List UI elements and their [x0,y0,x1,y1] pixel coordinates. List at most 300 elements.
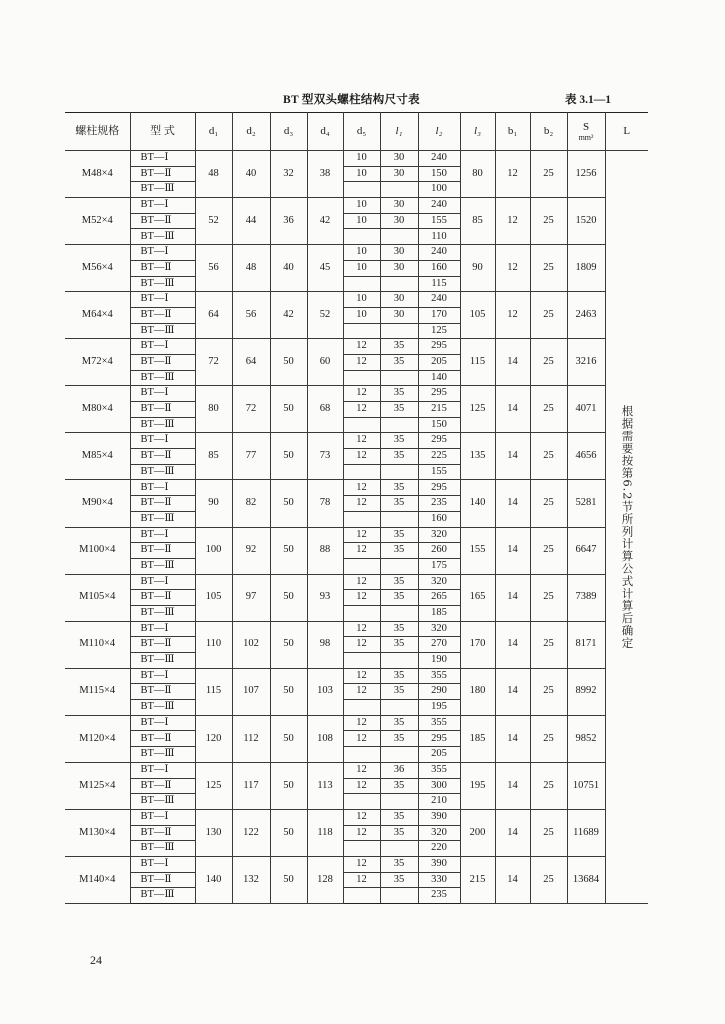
d4-cell: 103 [307,668,343,715]
l3-cell: 215 [460,856,495,903]
spec-cell: M110×4 [65,621,130,668]
d5-cell: 10 [343,151,380,167]
header-l3: l₃ [460,113,495,151]
table-body [65,151,648,904]
l1-cell [380,511,418,527]
d5-cell [343,605,380,621]
l1-cell: 35 [380,543,418,559]
l1-cell: 30 [380,151,418,167]
d5-cell [343,417,380,433]
l2-cell: 265 [418,590,460,606]
header-s-symbol: S [582,120,590,133]
d5-cell: 12 [343,402,380,418]
table-row [65,292,648,308]
d1-cell: 72 [195,339,232,386]
l2-cell: 295 [418,339,460,355]
header-d2: d₂ [232,113,270,151]
d5-cell [343,747,380,763]
d4-cell: 88 [307,527,343,574]
type-cell: BT—Ⅰ [130,198,195,214]
l2-cell: 155 [418,213,460,229]
header-spec: 螺柱规格 [65,113,130,151]
l1-cell [380,653,418,669]
l1-cell: 35 [380,825,418,841]
b1-cell: 14 [495,668,530,715]
d5-cell: 12 [343,637,380,653]
d3-cell: 50 [270,762,307,809]
d5-cell [343,558,380,574]
d4-cell: 73 [307,433,343,480]
type-cell: BT—Ⅱ [130,590,195,606]
header-b2: b₂ [530,113,567,151]
s-cell: 4656 [567,433,605,480]
l2-cell: 270 [418,637,460,653]
header-l1: l₁ [380,113,418,151]
l1-cell: 35 [380,809,418,825]
table-row [65,621,648,637]
spec-cell: M125×4 [65,762,130,809]
type-cell: BT—Ⅲ [130,323,195,339]
spec-cell: M80×4 [65,386,130,433]
l1-cell: 35 [380,480,418,496]
type-cell: BT—Ⅲ [130,605,195,621]
l1-cell: 35 [380,637,418,653]
b1-cell: 14 [495,574,530,621]
d3-cell: 50 [270,480,307,527]
l3-cell: 195 [460,762,495,809]
type-cell: BT—Ⅰ [130,292,195,308]
type-cell: BT—Ⅲ [130,370,195,386]
b2-cell: 25 [530,809,567,856]
d1-cell: 90 [195,480,232,527]
d5-cell: 12 [343,731,380,747]
s-cell: 6647 [567,527,605,574]
b2-cell: 25 [530,480,567,527]
spec-cell: M90×4 [65,480,130,527]
table-row [65,809,648,825]
type-cell: BT—Ⅲ [130,511,195,527]
table-row [65,574,648,590]
l1-cell [380,323,418,339]
d1-cell: 80 [195,386,232,433]
l2-cell: 215 [418,402,460,418]
table-row [65,668,648,684]
type-cell: BT—Ⅰ [130,339,195,355]
d1-cell: 64 [195,292,232,339]
type-cell: BT—Ⅲ [130,653,195,669]
d2-cell: 132 [232,856,270,903]
table-title: BT 型双头螺柱结构尺寸表 [283,94,420,106]
l2-cell: 155 [418,464,460,480]
spec-cell: M120×4 [65,715,130,762]
s-cell: 2463 [567,292,605,339]
d5-cell: 12 [343,809,380,825]
d2-cell: 112 [232,715,270,762]
header-type: 型 式 [130,113,195,151]
table-row [65,762,648,778]
d4-cell: 113 [307,762,343,809]
l1-cell: 35 [380,339,418,355]
l1-cell [380,417,418,433]
l2-cell: 295 [418,386,460,402]
type-cell: BT—Ⅰ [130,621,195,637]
b2-cell: 25 [530,245,567,292]
l1-cell: 35 [380,778,418,794]
l1-cell: 35 [380,574,418,590]
d4-cell: 98 [307,621,343,668]
d3-cell: 50 [270,668,307,715]
l2-cell: 225 [418,449,460,465]
s-cell: 11689 [567,809,605,856]
b1-cell: 14 [495,480,530,527]
d3-cell: 50 [270,527,307,574]
b2-cell: 25 [530,715,567,762]
d1-cell: 115 [195,668,232,715]
l1-cell: 35 [380,449,418,465]
type-cell: BT—Ⅰ [130,245,195,261]
l1-cell: 35 [380,590,418,606]
d3-cell: 32 [270,151,307,198]
l3-cell: 170 [460,621,495,668]
d3-cell: 50 [270,574,307,621]
l1-cell: 30 [380,245,418,261]
l1-cell [380,747,418,763]
header-s-unit: mm² [578,132,594,142]
d5-cell: 12 [343,872,380,888]
d5-cell: 12 [343,684,380,700]
type-cell: BT—Ⅱ [130,731,195,747]
d5-cell: 10 [343,213,380,229]
type-cell: BT—Ⅰ [130,574,195,590]
d5-cell: 10 [343,166,380,182]
l3-cell: 90 [460,245,495,292]
d5-cell: 10 [343,292,380,308]
l2-cell: 355 [418,668,460,684]
spec-cell: M130×4 [65,809,130,856]
d5-cell: 12 [343,715,380,731]
d5-cell: 12 [343,668,380,684]
s-cell: 7389 [567,574,605,621]
l1-cell: 30 [380,213,418,229]
d3-cell: 50 [270,809,307,856]
header-l2: l₂ [418,113,460,151]
d5-cell: 12 [343,590,380,606]
d1-cell: 110 [195,621,232,668]
type-cell: BT—Ⅱ [130,354,195,370]
d1-cell: 130 [195,809,232,856]
b2-cell: 25 [530,762,567,809]
d5-cell [343,276,380,292]
page-number: 24 [90,953,102,967]
l1-cell: 30 [380,260,418,276]
d2-cell: 64 [232,339,270,386]
l1-cell: 30 [380,292,418,308]
l2-cell: 320 [418,527,460,543]
d4-cell: 42 [307,198,343,245]
d5-cell: 12 [343,433,380,449]
l2-cell: 240 [418,292,460,308]
s-cell: 1520 [567,198,605,245]
type-cell: BT—Ⅰ [130,668,195,684]
s-cell: 1256 [567,151,605,198]
d5-cell: 10 [343,307,380,323]
s-cell: 3216 [567,339,605,386]
l3-cell: 185 [460,715,495,762]
l2-cell: 260 [418,543,460,559]
l1-cell: 35 [380,872,418,888]
d5-cell: 12 [343,386,380,402]
l2-cell: 295 [418,433,460,449]
l1-cell [380,700,418,716]
l-note-text: 根据需要按第6.2节所列计算公式计算后确定 [620,404,635,650]
d5-cell: 10 [343,198,380,214]
d5-cell [343,888,380,904]
header-d4: d₄ [307,113,343,151]
d5-cell [343,464,380,480]
b2-cell: 25 [530,151,567,198]
l1-cell: 30 [380,198,418,214]
l1-cell [380,888,418,904]
b1-cell: 14 [495,527,530,574]
l2-cell: 355 [418,715,460,731]
l1-cell: 36 [380,762,418,778]
d1-cell: 100 [195,527,232,574]
table-row [65,480,648,496]
d4-cell: 128 [307,856,343,903]
header-d1: d₁ [195,113,232,151]
type-cell: BT—Ⅲ [130,794,195,810]
header-d5: d₅ [343,113,380,151]
l1-cell: 30 [380,307,418,323]
d5-cell: 12 [343,496,380,512]
table-row [65,715,648,731]
l2-cell: 160 [418,260,460,276]
l1-cell: 35 [380,386,418,402]
d5-cell [343,511,380,527]
table-row [65,386,648,402]
d3-cell: 50 [270,715,307,762]
l1-cell: 35 [380,731,418,747]
l3-cell: 115 [460,339,495,386]
d2-cell: 77 [232,433,270,480]
d3-cell: 36 [270,198,307,245]
type-cell: BT—Ⅱ [130,637,195,653]
b1-cell: 14 [495,339,530,386]
d5-cell: 12 [343,527,380,543]
d5-cell: 10 [343,260,380,276]
b1-cell: 14 [495,433,530,480]
l2-cell: 290 [418,684,460,700]
b1-cell: 14 [495,715,530,762]
type-cell: BT—Ⅲ [130,417,195,433]
l1-cell [380,464,418,480]
b1-cell: 14 [495,762,530,809]
type-cell: BT—Ⅰ [130,433,195,449]
l2-cell: 390 [418,856,460,872]
s-cell: 1809 [567,245,605,292]
d4-cell: 118 [307,809,343,856]
table-number: 表 3.1—1 [565,94,611,106]
header-s [567,113,605,151]
b2-cell: 25 [530,339,567,386]
l1-cell [380,182,418,198]
type-cell: BT—Ⅰ [130,386,195,402]
header-b1: b₁ [495,113,530,151]
d2-cell: 48 [232,245,270,292]
b1-cell: 14 [495,621,530,668]
type-cell: BT—Ⅲ [130,276,195,292]
d2-cell: 122 [232,809,270,856]
d2-cell: 44 [232,198,270,245]
l2-cell: 190 [418,653,460,669]
d5-cell [343,370,380,386]
b1-cell: 12 [495,198,530,245]
d5-cell [343,700,380,716]
d1-cell: 140 [195,856,232,903]
d1-cell: 125 [195,762,232,809]
l2-cell: 100 [418,182,460,198]
type-cell: BT—Ⅰ [130,527,195,543]
type-cell: BT—Ⅱ [130,260,195,276]
type-cell: BT—Ⅲ [130,182,195,198]
type-cell: BT—Ⅲ [130,229,195,245]
l3-cell: 105 [460,292,495,339]
b1-cell: 12 [495,245,530,292]
d5-cell: 12 [343,449,380,465]
s-cell: 4071 [567,386,605,433]
l3-cell: 180 [460,668,495,715]
bolt-dimension-table [65,112,648,904]
type-cell: BT—Ⅱ [130,402,195,418]
l2-cell: 235 [418,888,460,904]
table-row [65,527,648,543]
header-row [65,113,648,151]
l2-cell: 390 [418,809,460,825]
d4-cell: 68 [307,386,343,433]
header-l: L [605,113,648,151]
b1-cell: 14 [495,856,530,903]
d3-cell: 50 [270,433,307,480]
spec-cell: M52×4 [65,198,130,245]
spec-cell: M72×4 [65,339,130,386]
spec-cell: M140×4 [65,856,130,903]
type-cell: BT—Ⅰ [130,715,195,731]
l2-cell: 240 [418,151,460,167]
l2-cell: 295 [418,731,460,747]
spec-cell: M100×4 [65,527,130,574]
type-cell: BT—Ⅱ [130,543,195,559]
l2-cell: 320 [418,574,460,590]
d5-cell: 12 [343,480,380,496]
d5-cell: 12 [343,856,380,872]
d5-cell: 12 [343,825,380,841]
type-cell: BT—Ⅱ [130,872,195,888]
b1-cell: 12 [495,151,530,198]
b2-cell: 25 [530,856,567,903]
b2-cell: 25 [530,292,567,339]
d5-cell: 12 [343,621,380,637]
b1-cell: 12 [495,292,530,339]
l2-cell: 320 [418,621,460,637]
l2-cell: 240 [418,198,460,214]
s-cell: 9852 [567,715,605,762]
table-row [65,198,648,214]
table-row [65,339,648,355]
l1-cell: 35 [380,684,418,700]
l1-cell: 30 [380,166,418,182]
s-cell: 8171 [567,621,605,668]
d1-cell: 48 [195,151,232,198]
d2-cell: 97 [232,574,270,621]
d1-cell: 85 [195,433,232,480]
b2-cell: 25 [530,527,567,574]
l2-cell: 195 [418,700,460,716]
l2-cell: 115 [418,276,460,292]
type-cell: BT—Ⅲ [130,558,195,574]
table-row [65,856,648,872]
l3-cell: 135 [460,433,495,480]
l1-cell: 35 [380,856,418,872]
d1-cell: 56 [195,245,232,292]
l2-cell: 205 [418,354,460,370]
spec-cell: M56×4 [65,245,130,292]
spec-cell: M48×4 [65,151,130,198]
d2-cell: 102 [232,621,270,668]
d5-cell: 12 [343,762,380,778]
type-cell: BT—Ⅱ [130,166,195,182]
l2-cell: 295 [418,480,460,496]
d3-cell: 50 [270,856,307,903]
header-d3: d₃ [270,113,307,151]
d4-cell: 108 [307,715,343,762]
d2-cell: 92 [232,527,270,574]
l1-cell: 35 [380,496,418,512]
type-cell: BT—Ⅰ [130,762,195,778]
b1-cell: 14 [495,809,530,856]
table-row [65,245,648,261]
b2-cell: 25 [530,433,567,480]
l1-cell [380,558,418,574]
l3-cell: 85 [460,198,495,245]
d2-cell: 40 [232,151,270,198]
l2-cell: 150 [418,417,460,433]
d5-cell: 12 [343,354,380,370]
d3-cell: 50 [270,339,307,386]
l1-cell: 35 [380,668,418,684]
l2-cell: 235 [418,496,460,512]
l3-cell: 165 [460,574,495,621]
d2-cell: 72 [232,386,270,433]
s-cell: 8992 [567,668,605,715]
d5-cell [343,229,380,245]
type-cell: BT—Ⅰ [130,856,195,872]
l2-cell: 355 [418,762,460,778]
d5-cell [343,653,380,669]
table-row [65,433,648,449]
b2-cell: 25 [530,574,567,621]
d4-cell: 60 [307,339,343,386]
d2-cell: 82 [232,480,270,527]
d5-cell: 12 [343,339,380,355]
l1-cell: 35 [380,354,418,370]
type-cell: BT—Ⅲ [130,888,195,904]
l3-cell: 125 [460,386,495,433]
d1-cell: 52 [195,198,232,245]
d5-cell: 12 [343,778,380,794]
d5-cell [343,794,380,810]
l1-cell [380,794,418,810]
spec-cell: M105×4 [65,574,130,621]
